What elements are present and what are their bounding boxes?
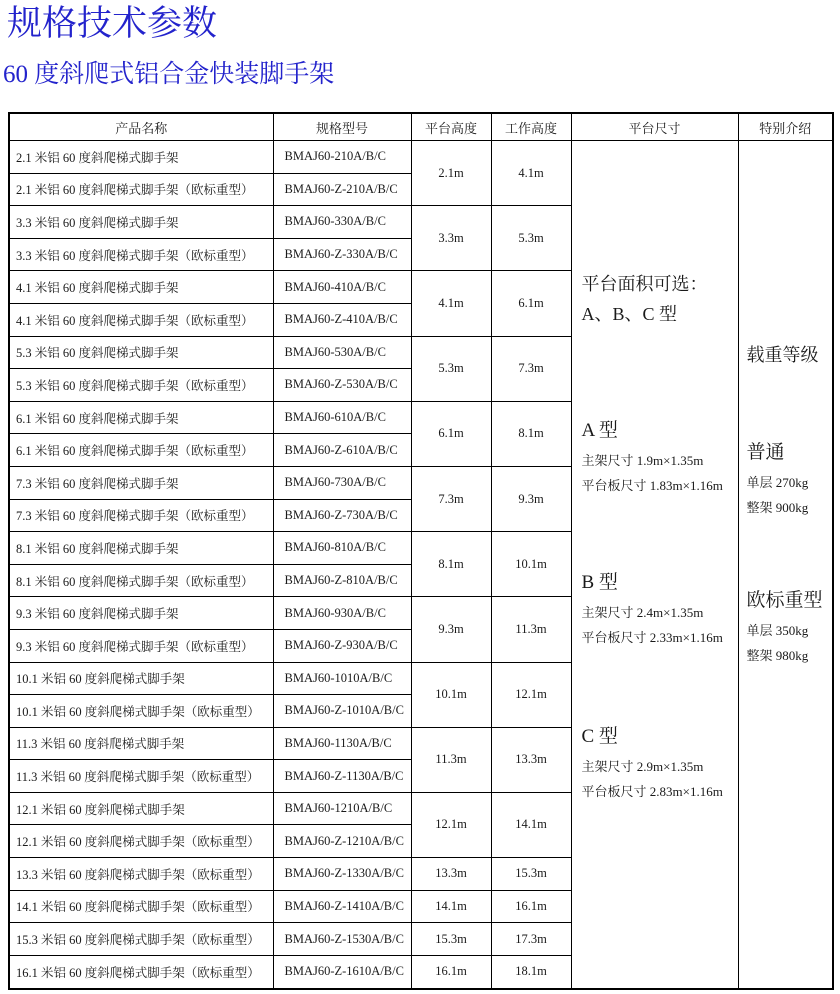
load-grade-block	[747, 589, 823, 663]
platform-size-cell	[571, 141, 738, 990]
load-grade-label: 欧标重型	[746, 590, 823, 611]
working-height-cell: 5.3m	[491, 206, 571, 271]
page-title: 规格技术参数	[7, 4, 218, 43]
model-cell: BMAJ60-930A/B/C	[273, 597, 411, 630]
platform-height-cell: 8.1m	[411, 532, 491, 597]
working-height-cell: 13.3m	[491, 727, 571, 792]
table-row	[9, 141, 833, 174]
working-height-cell: 9.3m	[491, 466, 571, 531]
model-cell: BMAJ60-Z-1010A/B/C	[273, 695, 411, 728]
working-height-cell: 4.1m	[491, 141, 571, 206]
model-cell: BMAJ60-Z-530A/B/C	[273, 369, 411, 402]
product-name-cell: 9.3 米铝 60 度斜爬梯式脚手架（欧标重型）	[9, 629, 273, 662]
product-name-cell: 4.1 米铝 60 度斜爬梯式脚手架（欧标重型）	[9, 303, 273, 336]
product-name-cell: 2.1 米铝 60 度斜爬梯式脚手架（欧标重型）	[9, 173, 273, 206]
working-height-cell: 18.1m	[491, 955, 571, 989]
model-cell: BMAJ60-1210A/B/C	[273, 792, 411, 825]
product-name-cell: 3.3 米铝 60 度斜爬梯式脚手架（欧标重型）	[9, 238, 273, 271]
product-name-cell: 15.3 米铝 60 度斜爬梯式脚手架（欧标重型）	[9, 923, 273, 956]
platform-height-cell: 9.3m	[411, 597, 491, 662]
main-frame-size: 主架尺寸 2.4m×1.35m	[581, 605, 704, 620]
platform-height-cell: 10.1m	[411, 662, 491, 727]
platform-size-intro-line1: 平台面积可选：	[581, 274, 708, 294]
model-cell: BMAJ60-730A/B/C	[273, 466, 411, 499]
platform-type-block	[582, 725, 723, 799]
single-layer-load: 单层 350kg	[746, 623, 809, 638]
model-cell: BMAJ60-Z-730A/B/C	[273, 499, 411, 532]
platform-height-cell: 7.3m	[411, 466, 491, 531]
special-intro-cell	[738, 141, 833, 990]
model-cell: BMAJ60-1010A/B/C	[273, 662, 411, 695]
platform-height-cell: 14.1m	[411, 890, 491, 923]
platform-type-block	[582, 419, 723, 493]
working-height-cell: 15.3m	[491, 858, 571, 891]
header-model: 规格型号	[273, 113, 411, 141]
platform-board-size: 平台板尺寸 2.83m×1.16m	[581, 784, 723, 799]
product-name-cell: 14.1 米铝 60 度斜爬梯式脚手架（欧标重型）	[9, 890, 273, 923]
model-cell: BMAJ60-610A/B/C	[273, 401, 411, 434]
platform-height-cell: 4.1m	[411, 271, 491, 336]
product-name-cell: 8.1 米铝 60 度斜爬梯式脚手架	[9, 532, 273, 565]
model-cell: BMAJ60-Z-330A/B/C	[273, 238, 411, 271]
single-layer-load: 单层 270kg	[746, 475, 809, 490]
working-height-cell: 6.1m	[491, 271, 571, 336]
model-cell: BMAJ60-Z-810A/B/C	[273, 564, 411, 597]
working-height-cell: 14.1m	[491, 792, 571, 857]
model-cell: BMAJ60-410A/B/C	[273, 271, 411, 304]
working-height-cell: 10.1m	[491, 532, 571, 597]
platform-size-intro-line2: A、B、C 型	[581, 304, 678, 324]
model-cell: BMAJ60-Z-410A/B/C	[273, 303, 411, 336]
spec-table-body	[9, 141, 833, 990]
model-cell: BMAJ60-530A/B/C	[273, 336, 411, 369]
platform-height-cell: 15.3m	[411, 923, 491, 956]
model-cell: BMAJ60-Z-1530A/B/C	[273, 923, 411, 956]
working-height-cell: 8.1m	[491, 401, 571, 466]
platform-type-label: A 型	[581, 420, 618, 441]
model-cell: BMAJ60-Z-1130A/B/C	[273, 760, 411, 793]
product-name-cell: 5.3 米铝 60 度斜爬梯式脚手架	[9, 336, 273, 369]
header-working-height: 工作高度	[491, 113, 571, 141]
model-cell: BMAJ60-Z-210A/B/C	[273, 173, 411, 206]
header-platform-height: 平台高度	[411, 113, 491, 141]
product-name-cell: 8.1 米铝 60 度斜爬梯式脚手架（欧标重型）	[9, 564, 273, 597]
platform-height-cell: 2.1m	[411, 141, 491, 206]
product-name-cell: 12.1 米铝 60 度斜爬梯式脚手架	[9, 792, 273, 825]
platform-board-size: 平台板尺寸 2.33m×1.16m	[581, 630, 723, 645]
platform-height-cell: 11.3m	[411, 727, 491, 792]
page-subtitle: 60 度斜爬式铝合金快装脚手架	[3, 61, 335, 88]
product-name-cell: 6.1 米铝 60 度斜爬梯式脚手架	[9, 401, 273, 434]
product-name-cell: 13.3 米铝 60 度斜爬梯式脚手架（欧标重型）	[9, 858, 273, 891]
product-name-cell: 6.1 米铝 60 度斜爬梯式脚手架（欧标重型）	[9, 434, 273, 467]
working-height-cell: 11.3m	[491, 597, 571, 662]
platform-size-intro	[582, 269, 708, 329]
header-platform-size: 平台尺寸	[571, 113, 738, 141]
load-grade-label: 普通	[746, 442, 785, 463]
spec-table	[8, 112, 834, 990]
table-header-row	[9, 113, 833, 141]
model-cell: BMAJ60-330A/B/C	[273, 206, 411, 239]
product-name-cell: 16.1 米铝 60 度斜爬梯式脚手架（欧标重型）	[9, 955, 273, 989]
working-height-cell: 17.3m	[491, 923, 571, 956]
platform-height-cell: 12.1m	[411, 792, 491, 857]
platform-type-label: C 型	[581, 726, 618, 747]
product-name-cell: 2.1 米铝 60 度斜爬梯式脚手架	[9, 141, 273, 174]
product-name-cell: 10.1 米铝 60 度斜爬梯式脚手架（欧标重型）	[9, 695, 273, 728]
platform-height-cell: 3.3m	[411, 206, 491, 271]
whole-frame-load: 整架 900kg	[746, 500, 809, 515]
product-name-cell: 11.3 米铝 60 度斜爬梯式脚手架（欧标重型）	[9, 760, 273, 793]
product-name-cell: 5.3 米铝 60 度斜爬梯式脚手架（欧标重型）	[9, 369, 273, 402]
platform-board-size: 平台板尺寸 1.83m×1.16m	[581, 478, 723, 493]
model-cell: BMAJ60-Z-1610A/B/C	[273, 955, 411, 989]
product-name-cell: 3.3 米铝 60 度斜爬梯式脚手架	[9, 206, 273, 239]
platform-type-label: B 型	[581, 572, 618, 593]
load-grade-heading: 载重等级	[746, 345, 819, 365]
product-name-cell: 7.3 米铝 60 度斜爬梯式脚手架（欧标重型）	[9, 499, 273, 532]
platform-height-cell: 13.3m	[411, 858, 491, 891]
working-height-cell: 12.1m	[491, 662, 571, 727]
model-cell: BMAJ60-Z-930A/B/C	[273, 629, 411, 662]
model-cell: BMAJ60-Z-610A/B/C	[273, 434, 411, 467]
platform-height-cell: 16.1m	[411, 955, 491, 989]
product-name-cell: 11.3 米铝 60 度斜爬梯式脚手架	[9, 727, 273, 760]
product-name-cell: 12.1 米铝 60 度斜爬梯式脚手架（欧标重型）	[9, 825, 273, 858]
main-frame-size: 主架尺寸 2.9m×1.35m	[581, 759, 704, 774]
working-height-cell: 16.1m	[491, 890, 571, 923]
model-cell: BMAJ60-Z-1330A/B/C	[273, 858, 411, 891]
platform-height-cell: 6.1m	[411, 401, 491, 466]
main-frame-size: 主架尺寸 1.9m×1.35m	[581, 453, 704, 468]
platform-type-block	[582, 571, 723, 645]
platform-height-cell: 5.3m	[411, 336, 491, 401]
model-cell: BMAJ60-1130A/B/C	[273, 727, 411, 760]
header-special-intro: 特别介绍	[738, 113, 833, 141]
load-grade-block	[747, 441, 809, 515]
model-cell: BMAJ60-810A/B/C	[273, 532, 411, 565]
model-cell: BMAJ60-210A/B/C	[273, 141, 411, 174]
whole-frame-load: 整架 980kg	[746, 648, 809, 663]
working-height-cell: 7.3m	[491, 336, 571, 401]
header-product-name: 产品名称	[9, 113, 273, 141]
product-name-cell: 10.1 米铝 60 度斜爬梯式脚手架	[9, 662, 273, 695]
model-cell: BMAJ60-Z-1410A/B/C	[273, 890, 411, 923]
spec-table-container	[8, 112, 832, 990]
product-name-cell: 4.1 米铝 60 度斜爬梯式脚手架	[9, 271, 273, 304]
product-name-cell: 9.3 米铝 60 度斜爬梯式脚手架	[9, 597, 273, 630]
product-name-cell: 7.3 米铝 60 度斜爬梯式脚手架	[9, 466, 273, 499]
model-cell: BMAJ60-Z-1210A/B/C	[273, 825, 411, 858]
